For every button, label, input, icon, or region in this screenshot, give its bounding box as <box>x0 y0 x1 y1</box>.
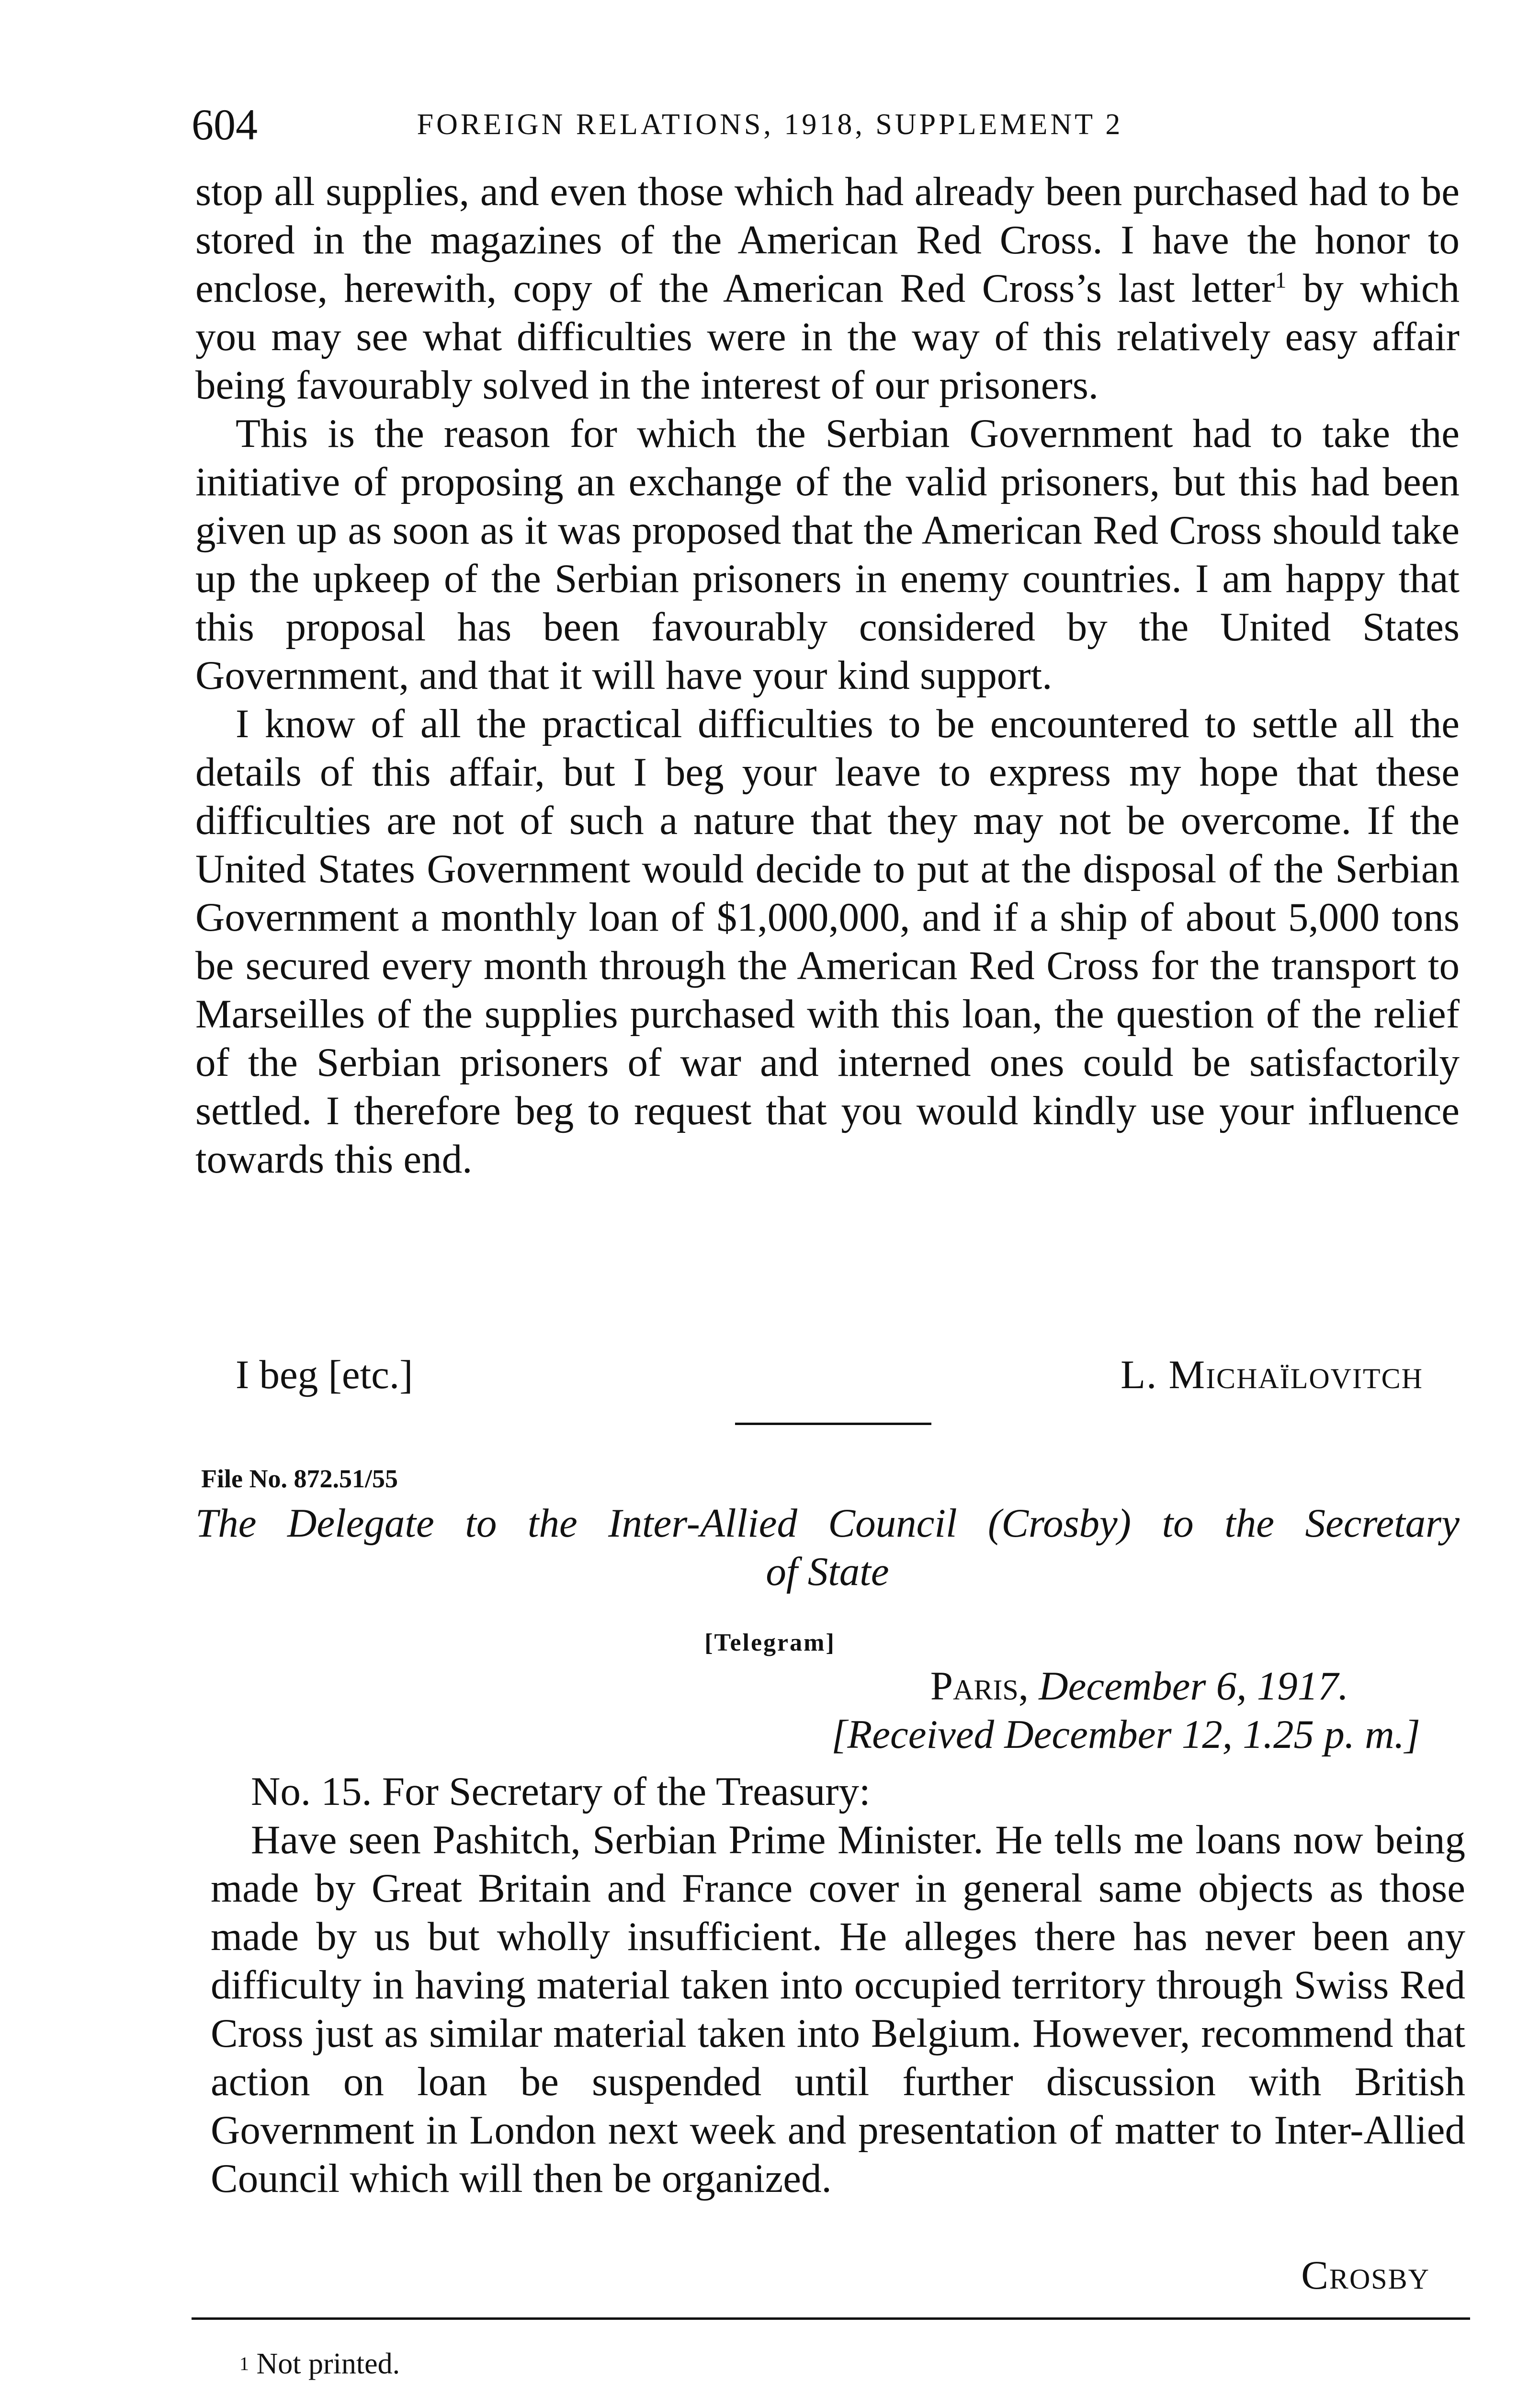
file-number: File No. 872.51/55 <box>201 1464 398 1493</box>
telegram-label: [Telegram] <box>704 1629 836 1656</box>
dateline-date: December 6, 1917. <box>1039 1664 1348 1709</box>
telegram-signature: Crosby <box>1301 2253 1430 2298</box>
telegram-paragraph-1: No. 15. For Secretary of the Treasury: <box>251 1769 871 1814</box>
received-text: [Received December 12, 1.25 p. m.] <box>831 1712 1420 1757</box>
telegram-body <box>211 1768 1465 2203</box>
footnote-text: Not printed. <box>256 2348 400 2380</box>
letter-body <box>195 168 1460 1184</box>
letter-paragraph-1 <box>195 168 1460 410</box>
footnote-marker: 1 <box>239 2353 249 2374</box>
page-header <box>0 101 1540 148</box>
paragraph-text: by which you may see what difficulties were in the way of this relatively easy affair being favourably solved in the interest of our prisoners. <box>195 266 1460 408</box>
dateline-place: Paris, <box>930 1664 1029 1709</box>
document-title-line-1: The Delegate to the Inter-Allied Council (Crosby) to the Secretary <box>195 1501 1460 1546</box>
telegram-paragraph-2: Have seen Pashitch, Serbian Prime Minister. He tells me loans now being made by Great Britain and France cover in general same objects as those made by us but wholly insufficient. He alleges there has never been any difficulty in having material taken into occupied territory through Swiss Red Cross just as similar material taken into Belgium. However, recommend that action on loan be suspended until further discussion with British Government in London next week and presentation of matter to Inter-Allied Council which will then be organized. <box>211 1817 1465 2201</box>
paragraph-text: stop all supplies, and even those which had already been purchased had to be stored in the magazines of the American Red Cross. I have the honor to enclose, herewith, copy of the American Red Cross’s last letter <box>195 169 1460 311</box>
footnote-reference: 1 <box>1275 267 1287 293</box>
document-title-line-2: of State <box>766 1549 889 1594</box>
dateline <box>930 1662 1348 1711</box>
footnote-divider <box>192 2317 1470 2320</box>
running-head: FOREIGN RELATIONS, 1918, SUPPLEMENT 2 <box>417 108 1123 141</box>
page-number: 604 <box>192 100 258 149</box>
letter-signature: L. Michaïlovitch <box>1121 1352 1423 1397</box>
closing-phrase: I beg [etc.] <box>236 1352 413 1397</box>
section-divider <box>735 1423 931 1425</box>
letter-paragraph-3: I know of all the practical difficulties to be encountered to settle all the details of this affair, but I beg your leave to express my hope that these difficulties are not of such a nature that they may not be overcome. If the United States Government would decide to put at the disposal of the Serbian Government a monthly loan of $1,000,000, and if a ship of about 5,000 tons be secured every month through the American Red Cross for the transport to Marseilles of the supplies purchased with this loan, the question of the relief of the Serbian prisoners of war and interned ones could be satisfactorily settled. I therefore beg to request that you would kindly use your influence towards this end. <box>195 701 1460 1182</box>
letter-paragraph-2: This is the reason for which the Serbian Government had to take the initiative of proposing an exchange of the valid prisoners, but this had been given up as soon as it was proposed that the American Red Cross should take up the upkeep of the Serbian prisoners in enemy countries. I am happy that this proposal has been favourably considered by the United States Government, and that it will have your kind support. <box>195 411 1460 698</box>
footnote <box>239 2345 400 2383</box>
document-title <box>195 1499 1460 1596</box>
received-line <box>831 1711 1420 1759</box>
